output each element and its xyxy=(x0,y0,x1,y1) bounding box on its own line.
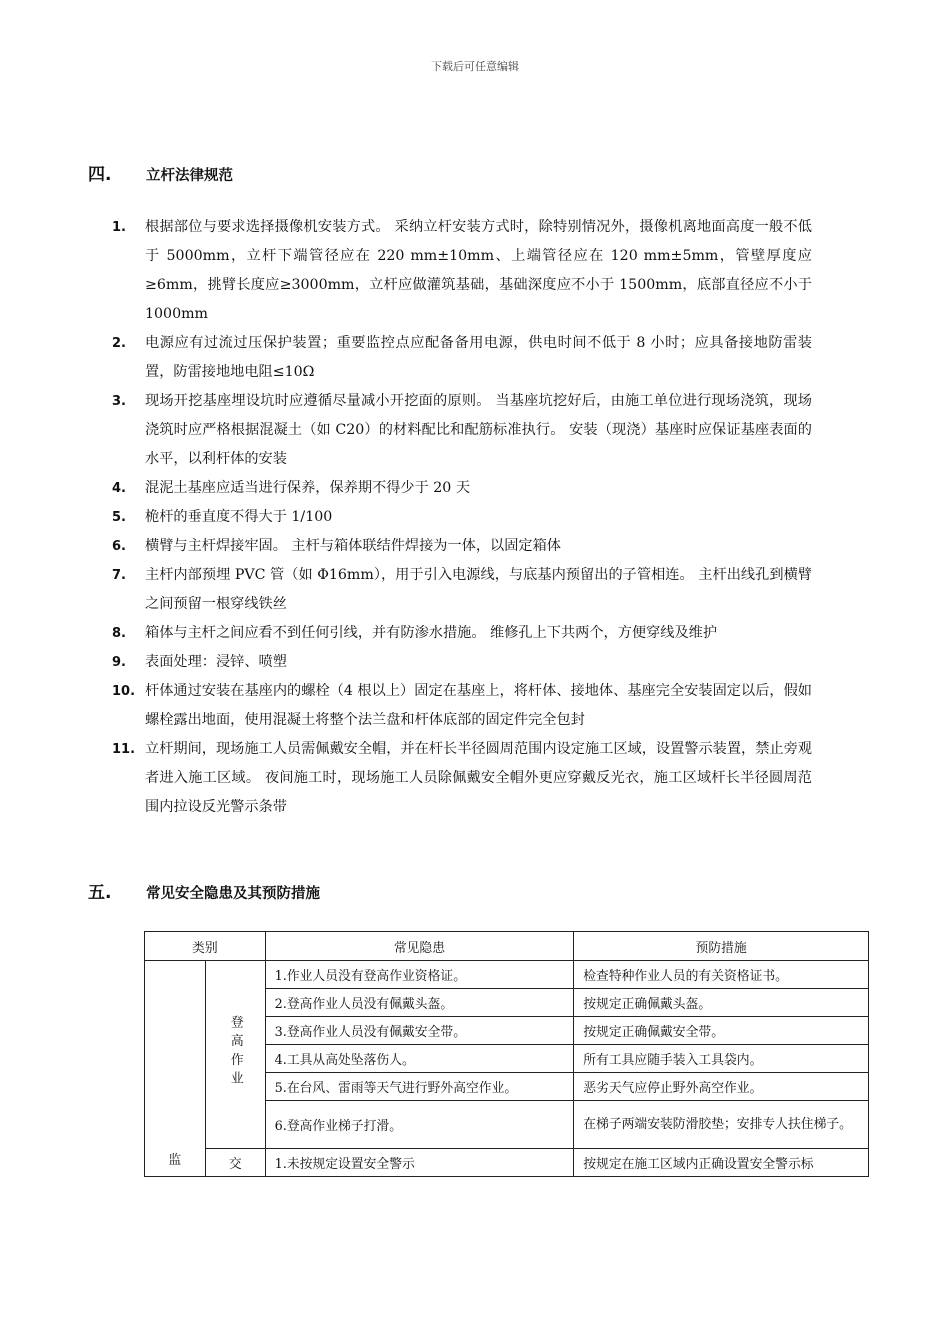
outer-category-cell: 监 xyxy=(145,961,206,1177)
list-item-text: 横臂与主杆焊接牢固。 主杆与箱体联结件焊接为一体，以固定箱体 xyxy=(145,538,561,554)
list-item-text: 现场开挖基座埋设坑时应遵循尽量减小开挖面的原则。 当基座坑挖好后，由施工单位进行现场浇筑，现场浇筑时应严格根据混凝土（如 C20）的材料配比和配筋标准执行。 安装（现浇）基座时应保证基座表面的水平，以利杆体的安装 xyxy=(145,393,812,467)
list-item xyxy=(112,677,812,735)
prevention-cell: 按规定正确佩戴头盔。 xyxy=(574,989,869,1017)
list-item xyxy=(112,387,812,474)
prevention-cell: 按规定在施工区域内正确设置安全警示标 xyxy=(574,1149,869,1177)
section-5-number: 五. xyxy=(88,883,112,903)
list-item-number: 4. xyxy=(112,481,126,496)
section-4-list xyxy=(112,213,812,822)
hazard-cell: 2.登高作业人员没有佩戴头盔。 xyxy=(265,989,574,1017)
list-item-number: 7. xyxy=(112,568,126,583)
prevention-cell: 按规定正确佩戴安全带。 xyxy=(574,1017,869,1045)
hazard-cell: 6.登高作业梯子打滑。 xyxy=(265,1101,574,1149)
hazard-cell: 1.作业人员没有登高作业资格证。 xyxy=(265,961,574,989)
list-item xyxy=(112,648,812,677)
list-item xyxy=(112,735,812,822)
list-item-number: 10. xyxy=(112,684,136,699)
list-item-number: 8. xyxy=(112,626,126,641)
list-item-text: 电源应有过流过压保护装置；重要监控点应配备备用电源，供电时间不低于 8 小时；应具备接地防雷装置，防雷接地地电阻≤10Ω xyxy=(145,335,812,380)
section-5-heading xyxy=(88,878,320,903)
section-4-number: 四. xyxy=(88,165,112,185)
table-header-category: 类别 xyxy=(145,932,266,961)
list-item-number: 9. xyxy=(112,655,126,670)
list-item-text: 表面处理：浸锌、喷塑 xyxy=(145,654,287,670)
list-item-number: 5. xyxy=(112,510,126,525)
category-label: 登高作业 xyxy=(227,1014,243,1091)
prevention-cell: 所有工具应随手装入工具袋内。 xyxy=(574,1045,869,1073)
list-item xyxy=(112,561,812,619)
category-cell xyxy=(205,961,265,1149)
table-row xyxy=(145,1149,869,1177)
section-5-title: 常见安全隐患及其预防措施 xyxy=(146,886,320,902)
list-item-number: 3. xyxy=(112,394,126,409)
list-item-text: 箱体与主杆之间应看不到任何引线，并有防渗水措施。 维修孔上下共两个，方便穿线及维护 xyxy=(145,625,718,641)
list-item xyxy=(112,503,812,532)
list-item-number: 11. xyxy=(112,742,136,757)
table-header-hazard: 常见隐患 xyxy=(265,932,574,961)
hazard-cell: 4.工具从高处坠落伤人。 xyxy=(265,1045,574,1073)
list-item-text: 立杆期间，现场施工人员需佩戴安全帽，并在杆长半径圆周范围内设定施工区域，设置警示装置，禁止旁观者进入施工区域。 夜间施工时，现场施工人员除佩戴安全帽外更应穿戴反光衣，施工区域杆长半径圆周范围内拉设反光警示条带 xyxy=(145,741,812,815)
list-item xyxy=(112,213,812,329)
list-item-text: 混泥土基座应适当进行保养，保养期不得少于 20 天 xyxy=(145,480,471,496)
hazard-cell: 3.登高作业人员没有佩戴安全带。 xyxy=(265,1017,574,1045)
prevention-cell: 恶劣天气应停止野外高空作业。 xyxy=(574,1073,869,1101)
hazard-cell: 1.未按规定设置安全警示 xyxy=(265,1149,574,1177)
section-4-heading xyxy=(88,160,233,185)
list-item-number: 6. xyxy=(112,539,126,554)
section-4-title: 立杆法律规范 xyxy=(146,168,233,184)
hazard-cell: 5.在台风、雷雨等天气进行野外高空作业。 xyxy=(265,1073,574,1101)
list-item-text: 根据部位与要求选择摄像机安装方式。 采纳立杆安装方式时，除特别情况外，摄像机离地面高度一般不低于 5000mm，立杆下端管径应在 220 mm±10mm、上端管径应在 120 mm±5mm，管壁厚度应≥6mm，挑臂长度应≥3000mm，立杆应做灌筑基础，基础深度应不小于 1500mm，底部直径应不小于 1000mm xyxy=(145,219,812,322)
table-header-prevention: 预防措施 xyxy=(574,932,869,961)
list-item-number: 2. xyxy=(112,336,126,351)
list-item xyxy=(112,474,812,503)
hazards-table xyxy=(144,931,869,1177)
prevention-cell: 在梯子两端安装防滑胶垫；安排专人扶住梯子。 xyxy=(574,1101,869,1149)
list-item xyxy=(112,532,812,561)
table-header-row xyxy=(145,932,869,961)
table-row xyxy=(145,961,869,989)
list-item-text: 杆体通过安装在基座内的螺栓（4 根以上）固定在基座上，将杆体、接地体、基座完全安装固定以后，假如螺栓露出地面，使用混凝土将整个法兰盘和杆体底部的固定件完全包封 xyxy=(145,683,812,728)
list-item xyxy=(112,329,812,387)
list-item-text: 主杆内部预埋 PVC 管（如 Φ16mm），用于引入电源线，与底基内预留出的子管相连。 主杆出线孔到横臂之间预留一根穿线铁丝 xyxy=(145,567,812,612)
page-header: 下载后可任意编辑 xyxy=(431,60,519,73)
prevention-cell: 检查特种作业人员的有关资格证书。 xyxy=(574,961,869,989)
list-item xyxy=(112,619,812,648)
list-item-number: 1. xyxy=(112,220,126,235)
category-cell: 交 xyxy=(205,1149,265,1177)
list-item-text: 桅杆的垂直度不得大于 1/100 xyxy=(145,509,333,525)
